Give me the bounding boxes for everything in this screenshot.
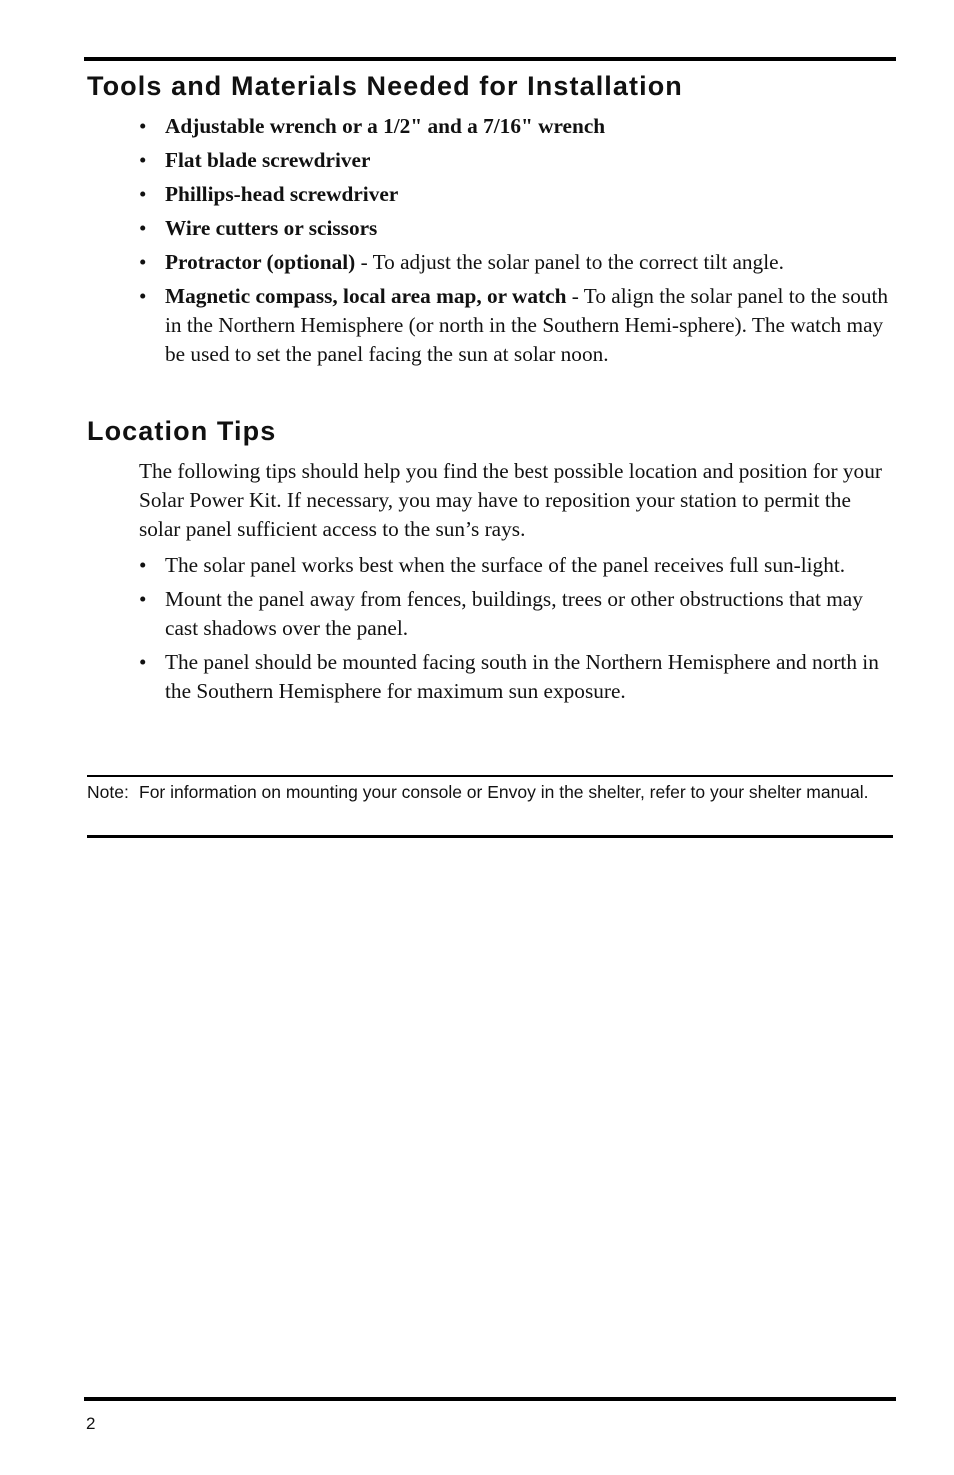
bullet-icon: • bbox=[139, 284, 147, 308]
section-heading-tools: Tools and Materials Needed for Installation bbox=[87, 71, 683, 101]
bullet-icon: • bbox=[139, 114, 147, 138]
list-item bbox=[139, 248, 899, 277]
bullet-icon: • bbox=[139, 553, 147, 577]
section-heading-location: Location Tips bbox=[87, 416, 277, 446]
bullet-icon: • bbox=[139, 148, 147, 172]
item-text: - To adjust the solar panel to the correct tilt angle. bbox=[355, 250, 784, 274]
top-rule bbox=[84, 57, 896, 61]
list-item bbox=[139, 112, 899, 141]
list-item bbox=[139, 146, 899, 175]
bullet-icon: • bbox=[139, 650, 147, 674]
item-text: - To align the solar panel to the south in the Northern Hemisphere (or north in the Southern Hemi-sphere). The watch may be used to set the panel facing the sun at solar noon. bbox=[165, 284, 889, 366]
location-tips-list bbox=[139, 551, 899, 711]
bullet-icon: • bbox=[139, 250, 147, 274]
list-item bbox=[139, 282, 899, 369]
item-bold-text: Magnetic compass, local area map, or watch bbox=[165, 284, 567, 308]
note-rule-bottom bbox=[87, 835, 893, 838]
location-intro-paragraph: The following tips should help you find the best possible location and position for your Solar Power Kit. If necessary, you may have to reposition your station to permit the solar panel sufficient access to the sun’s rays. bbox=[139, 459, 882, 541]
bullet-icon: • bbox=[139, 216, 147, 240]
list-item bbox=[139, 551, 899, 580]
tools-list bbox=[139, 112, 899, 374]
bullet-icon: • bbox=[139, 182, 147, 206]
bullet-icon: • bbox=[139, 587, 147, 611]
note-rule-top bbox=[87, 775, 893, 777]
item-bold-text: Wire cutters or scissors bbox=[165, 216, 378, 240]
list-item bbox=[139, 585, 899, 643]
item-text: Mount the panel away from fences, buildings, trees or other obstructions that may cast shadows over the panel. bbox=[165, 587, 863, 640]
item-bold-text: Phillips-head screwdriver bbox=[165, 182, 399, 206]
bottom-rule bbox=[84, 1397, 896, 1401]
note-text: For information on mounting your console or Envoy in the shelter, refer to your shelter manual. bbox=[139, 782, 869, 802]
note-box bbox=[87, 780, 887, 805]
list-item bbox=[139, 214, 899, 243]
list-item bbox=[139, 180, 899, 209]
item-bold-text: Adjustable wrench or a 1/2" and a 7/16" wrench bbox=[165, 114, 606, 138]
note-label: Note: bbox=[87, 782, 129, 802]
page-number: 2 bbox=[86, 1414, 96, 1433]
item-text: The solar panel works best when the surface of the panel receives full sun-light. bbox=[165, 553, 846, 577]
list-item bbox=[139, 648, 899, 706]
item-text: The panel should be mounted facing south in the Northern Hemisphere and north in the Southern Hemisphere for maximum sun exposure. bbox=[165, 650, 879, 703]
item-bold-text: Protractor (optional) bbox=[165, 250, 356, 274]
item-bold-text: Flat blade screwdriver bbox=[165, 148, 371, 172]
